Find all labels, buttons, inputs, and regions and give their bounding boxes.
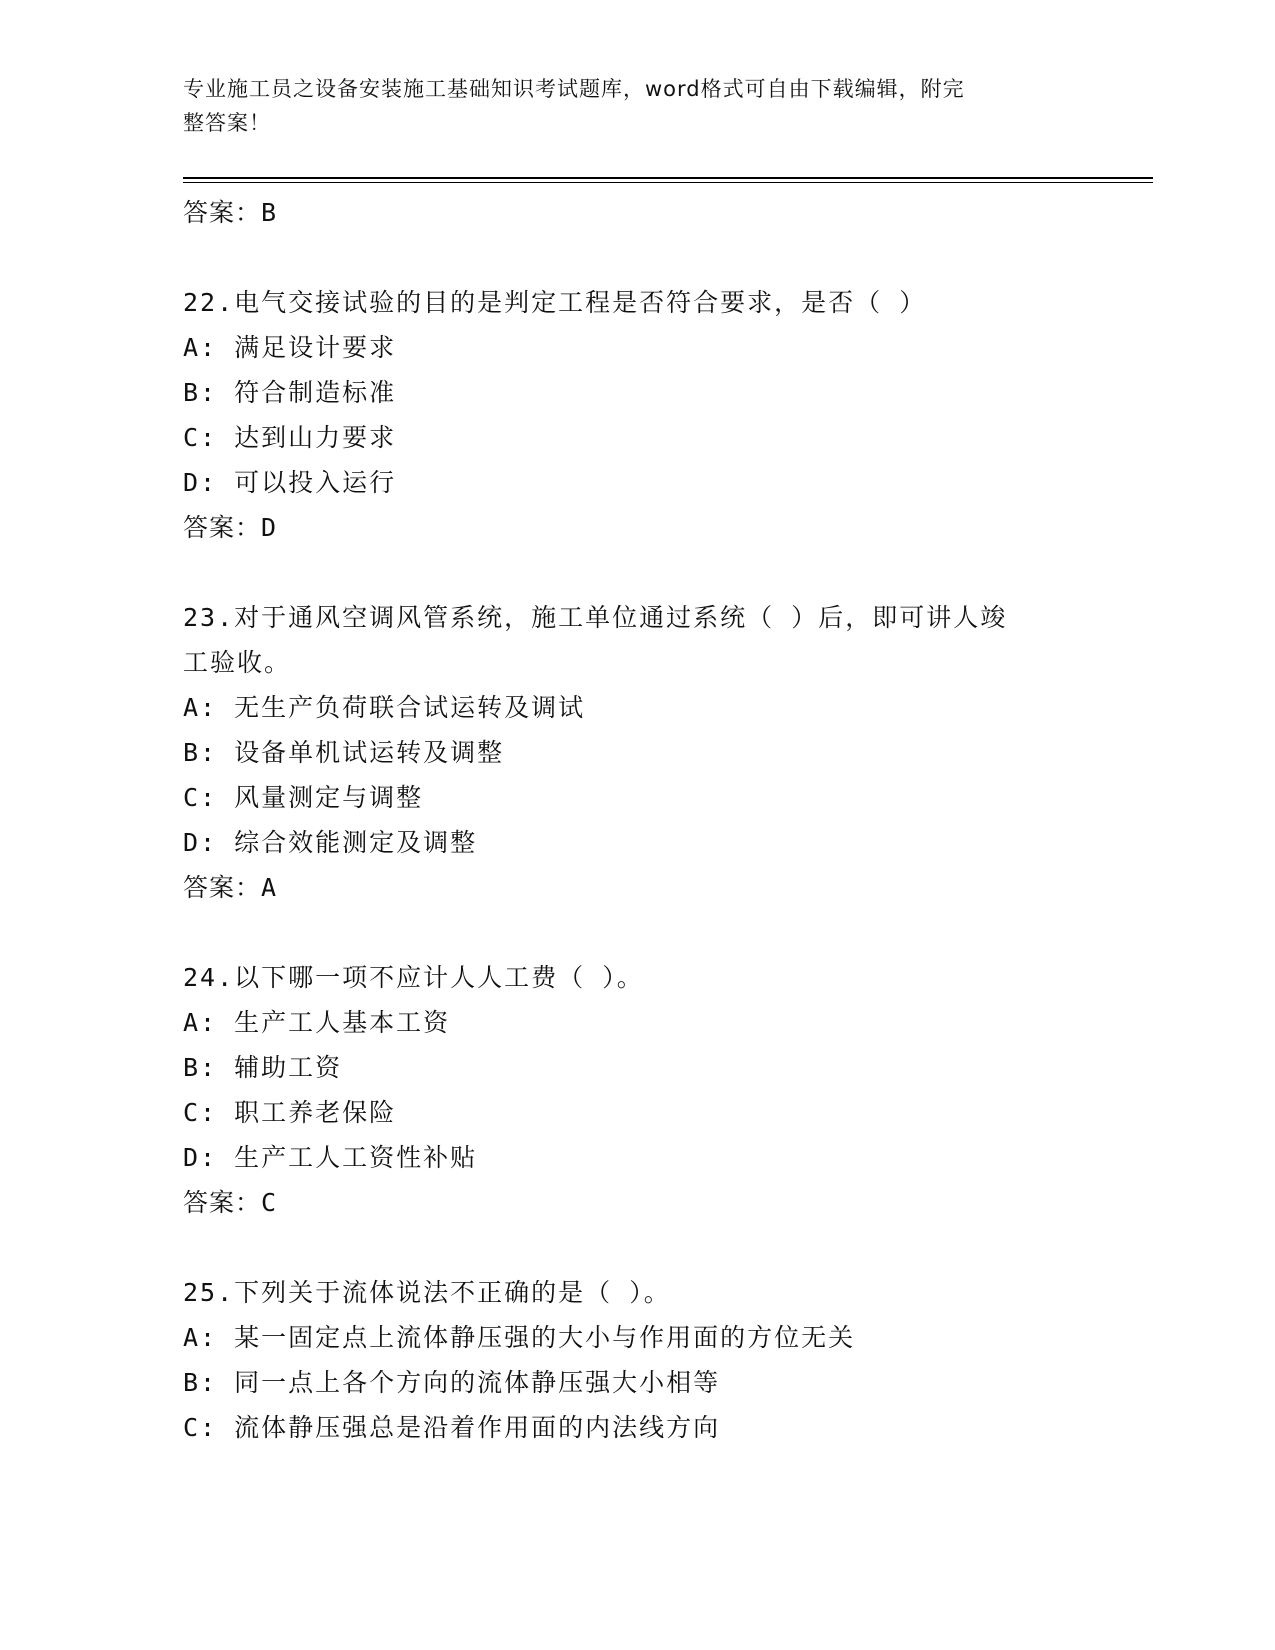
option-label: C: [183, 423, 218, 452]
header-divider-thin [183, 182, 1153, 183]
option-text: 符合制造标准 [234, 378, 397, 407]
answer-prefix: 答案： [183, 513, 262, 542]
answer-prefix: 答案： [183, 198, 262, 227]
option-c [183, 1405, 1083, 1450]
question-number: 24. [183, 963, 235, 992]
option-b [183, 1045, 1083, 1090]
header-divider-thick [183, 177, 1153, 179]
option-text: 生产工人基本工资 [234, 1008, 451, 1037]
question-23-continued: 工验收。 [183, 648, 292, 677]
option-c [183, 415, 1083, 460]
option-a [183, 1315, 1083, 1360]
option-c [183, 1090, 1083, 1135]
option-label: B: [183, 738, 218, 767]
answer-value: B [261, 198, 278, 227]
question-23 [183, 595, 1083, 640]
answer-value: D [261, 513, 278, 542]
option-a [183, 325, 1083, 370]
option-label: A: [183, 693, 218, 722]
option-label: B: [183, 1368, 218, 1397]
answer-value: C [261, 1188, 278, 1217]
option-label: D: [183, 468, 218, 497]
option-text: 达到山力要求 [234, 423, 397, 452]
option-text: 生产工人工资性补贴 [234, 1143, 478, 1172]
option-text: 某一固定点上流体静压强的大小与作用面的方位无关 [234, 1323, 856, 1352]
option-d [183, 460, 1083, 505]
option-text: 风量测定与调整 [234, 783, 424, 812]
option-label: C: [183, 1098, 218, 1127]
header-line-2: 整答案！ [183, 111, 271, 135]
option-label: B: [183, 378, 218, 407]
answer-prefix: 答案： [183, 873, 262, 902]
option-b [183, 1360, 1083, 1405]
option-text: 可以投入运行 [234, 468, 397, 497]
option-label: A: [183, 333, 218, 362]
spacer [183, 235, 1083, 280]
answer-24 [183, 1180, 1083, 1225]
answer-23 [183, 865, 1083, 910]
question-text: 下列关于流体说法不正确的是（ ）。 [234, 1278, 671, 1307]
option-c [183, 775, 1083, 820]
question-text: 以下哪一项不应计人人工费（ ）。 [234, 963, 644, 992]
question-text: 电气交接试验的目的是判定工程是否符合要求，是否（ ） [234, 288, 927, 317]
header-line-1: 专业施工员之设备安装施工基础知识考试题库，word格式可自由下载编辑，附完 [183, 77, 965, 101]
option-text: 设备单机试运转及调整 [234, 738, 505, 767]
option-label: C: [183, 783, 218, 812]
option-b [183, 370, 1083, 415]
option-label: B: [183, 1053, 218, 1082]
option-d [183, 820, 1083, 865]
option-a [183, 1000, 1083, 1045]
question-25 [183, 1270, 1083, 1315]
option-a [183, 685, 1083, 730]
option-text: 流体静压强总是沿着作用面的内法线方向 [234, 1413, 721, 1442]
question-text: 对于通风空调风管系统，施工单位通过系统（ ）后，即可讲人竣 [234, 603, 1008, 632]
answer-prefix: 答案： [183, 1188, 262, 1217]
option-text: 职工养老保险 [234, 1098, 397, 1127]
spacer [183, 550, 1083, 595]
question-24 [183, 955, 1083, 1000]
option-label: C: [183, 1413, 218, 1442]
option-label: A: [183, 1008, 218, 1037]
answer-21 [183, 190, 1083, 235]
option-text: 无生产负荷联合试运转及调试 [234, 693, 586, 722]
option-text: 同一点上各个方向的流体静压强大小相等 [234, 1368, 721, 1397]
spacer [183, 910, 1083, 955]
answer-22 [183, 505, 1083, 550]
answer-value: A [261, 873, 278, 902]
question-22 [183, 280, 1083, 325]
question-number: 25. [183, 1278, 235, 1307]
question-number: 22. [183, 288, 235, 317]
option-d [183, 1135, 1083, 1180]
option-text: 综合效能测定及调整 [234, 828, 478, 857]
option-text: 辅助工资 [234, 1053, 343, 1082]
option-label: D: [183, 828, 218, 857]
spacer [183, 1225, 1083, 1270]
question-number: 23. [183, 603, 235, 632]
option-label: D: [183, 1143, 218, 1172]
document-header [183, 72, 1063, 140]
option-b [183, 730, 1083, 775]
question-list [183, 190, 1083, 1450]
option-text: 满足设计要求 [234, 333, 397, 362]
option-label: A: [183, 1323, 218, 1352]
